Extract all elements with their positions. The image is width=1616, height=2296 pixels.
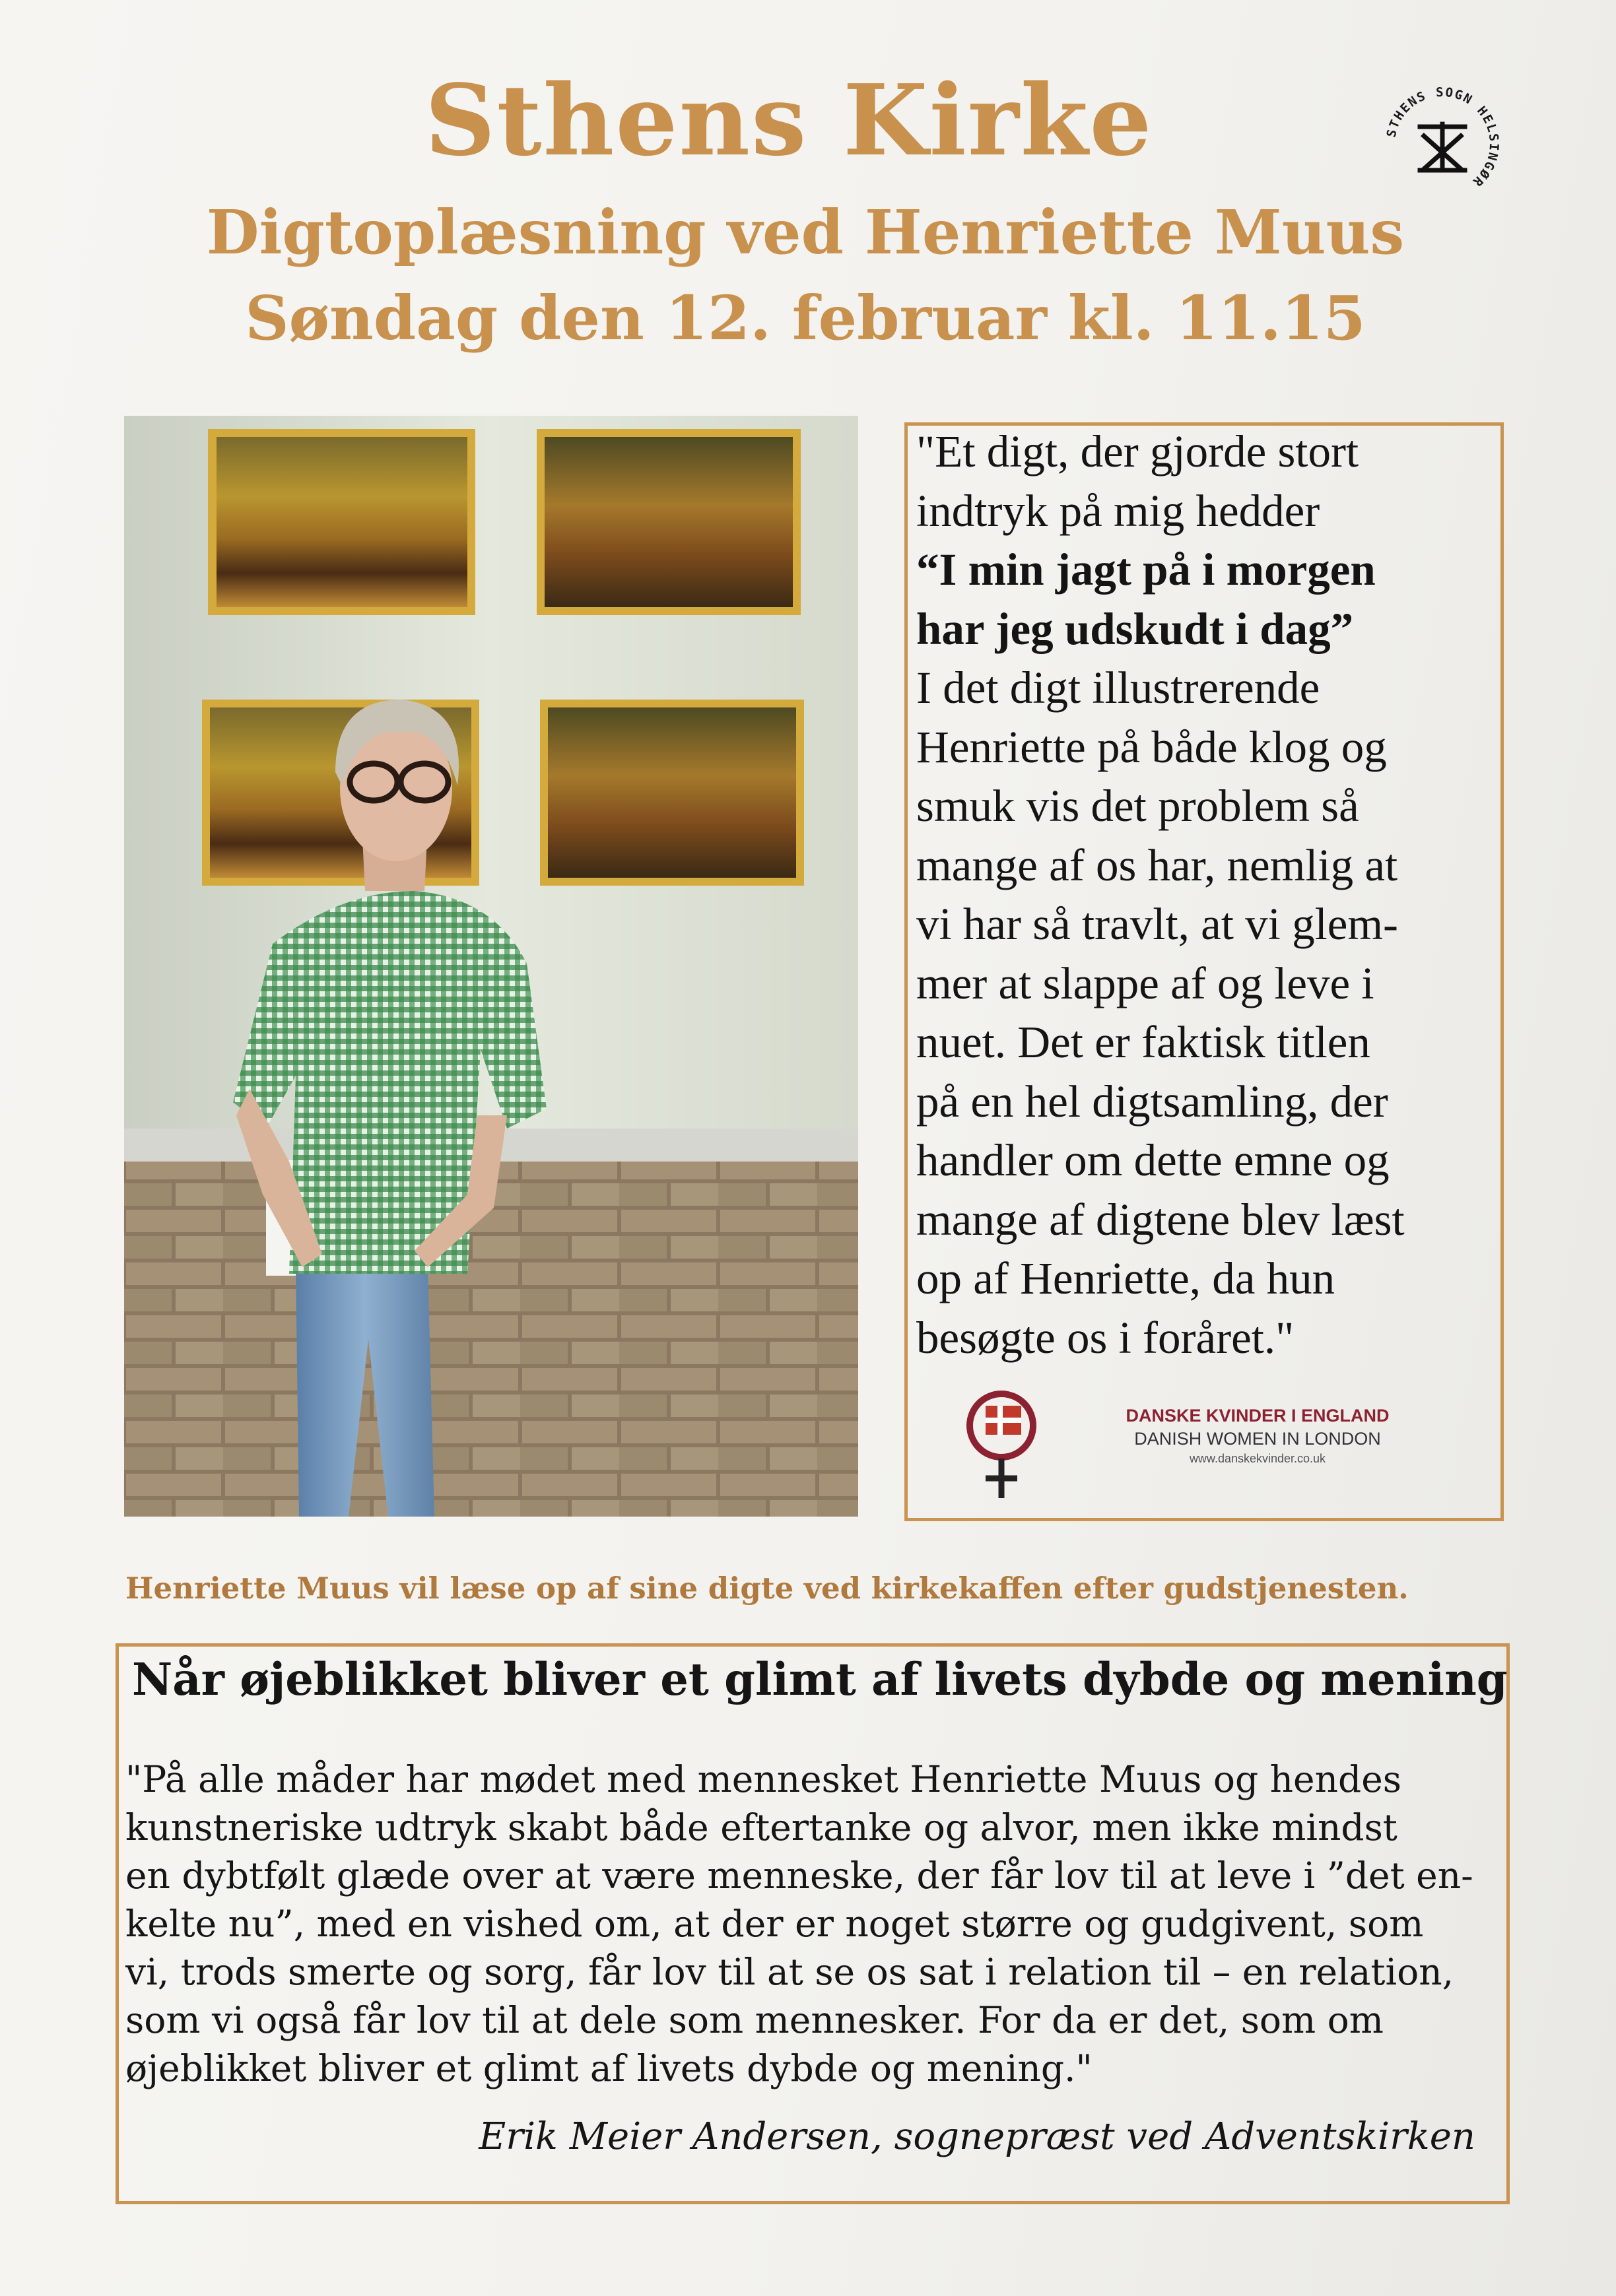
quote-line: på en hel digtsamling, der (916, 1076, 1388, 1127)
quote-line: "Et digt, der gjorde stort (916, 426, 1359, 476)
org-name-danish: DANSKE KVINDER I ENGLAND (1126, 1406, 1390, 1426)
article-signature: Erik Meier Andersen, sognepræst ved Adventskirken (479, 2115, 1475, 2158)
seal-text: STHENS SOGN HELSINGØR (1384, 84, 1502, 190)
event-subtitle: Digtoplæsning ved Henriette Muus (206, 197, 1405, 268)
article-heading: Når øjeblikket bliver et glimt af livets dybde og mening (132, 1653, 1508, 1705)
quote-line: vi har så travlt, at vi glem- (916, 899, 1399, 949)
article-line: øjeblikket bliver et glimt af livets dybde og mening." (125, 2047, 1093, 2089)
article-line: kunstneriske udtryk skabt både eftertanke og alvor, men ikke mindst (125, 1806, 1397, 1849)
article-line: som vi også får lov til at dele som mennesker. For da er det, som om (125, 1999, 1384, 2041)
danish-women-logo-icon (960, 1386, 1046, 1505)
event-caption: Henriette Muus vil læse op af sine digte ved kirkekaffen efter gudstjenesten. (125, 1571, 1409, 1606)
quote-text (916, 422, 1497, 1367)
artist-photo (124, 416, 858, 1517)
article-body (125, 1755, 1498, 2093)
quote-line: Henriette på både klog og (916, 721, 1387, 772)
org-name-english: DANISH WOMEN IN LONDON (1134, 1429, 1381, 1449)
article-line: en dybtfølt glæde over at være menneske, der får lov til at leve i ”det en- (125, 1854, 1473, 1897)
quote-line: mer at slappe af og leve i (916, 958, 1374, 1008)
quote-line: op af Henriette, da hun (916, 1253, 1335, 1303)
quote-line: indtryk på mig hedder (916, 485, 1320, 536)
church-seal-logo (1376, 78, 1508, 210)
quote-line: smuk vis det problem så (916, 781, 1359, 831)
quote-line: besøgte os i foråret." (916, 1312, 1295, 1363)
event-date: Søndag den 12. februar kl. 11.15 (245, 282, 1366, 354)
quote-line: mange af digtene blev læst (916, 1194, 1405, 1245)
quote-line: mange af os har, nemlig at (916, 839, 1398, 890)
article-line: vi, trods smerte og sorg, får lov til at se os sat i relation til – en relation, (125, 1951, 1454, 1993)
quote-line: handler om dette emne og (916, 1135, 1390, 1185)
poem-title-line: “I min jagt på i morgen (916, 544, 1376, 595)
org-website: www.danskekvinder.co.uk (1189, 1452, 1326, 1465)
article-line: "På alle måder har mødet med mennesket Henriette Muus og hendes (125, 1758, 1402, 1800)
page-title: Sthens Kirke (424, 63, 1153, 178)
quote-line: I det digt illustrerende (916, 663, 1320, 713)
article-line: kelte nu”, med en vished om, at der er noget større og gudgivent, som (125, 1903, 1424, 1945)
poem-title-line: har jeg udskudt i dag” (916, 603, 1354, 654)
quote-line: nuet. Det er faktisk titlen (916, 1017, 1370, 1067)
